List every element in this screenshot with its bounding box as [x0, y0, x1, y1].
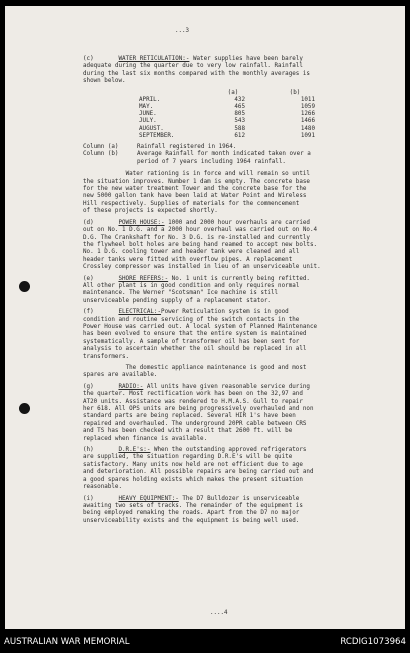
- rain-b-cell: 1091: [300, 132, 315, 139]
- text-line: of these projects is expected shortly.: [83, 208, 218, 215]
- text-line: unserviceable pending supply of a replacement stator.: [83, 297, 271, 304]
- text-line: AT20 units. Assistance was rendered to H.M.A.S. Gull to repair: [83, 398, 303, 405]
- text-line: All other plant is in good condition and only requires normal: [83, 282, 300, 289]
- rainfall-table: [139, 90, 391, 140]
- text-line: and deterioration. All possible repairs are being carried out and: [83, 469, 314, 476]
- text-line: Hill respectively. Supplies of materials for the commencement: [83, 200, 300, 207]
- month-cell: AUGUST.: [139, 125, 164, 132]
- appliance-paragraph: [83, 365, 391, 380]
- section-radio: [83, 384, 391, 443]
- rain-b-cell: 1059: [300, 104, 315, 111]
- section-dre: [83, 447, 391, 491]
- page-number: ...3: [175, 28, 189, 34]
- document-page: [5, 6, 405, 629]
- text-line: standard parts are being replaced. Several HIR 1's have been: [83, 413, 296, 420]
- text-line: the flywheel bolt holes are being hand reamed to accept new bolts.: [83, 241, 318, 248]
- section-heading: D.R.E's:-: [118, 447, 151, 454]
- punch-hole: [19, 403, 30, 414]
- section-water-reticulation: [83, 56, 391, 86]
- rain-a-cell: 543: [234, 118, 245, 125]
- section-heading: HEAVY EQUIPMENT:-: [118, 495, 179, 502]
- section-label: (h): [83, 447, 94, 454]
- rain-a-cell: 465: [234, 104, 245, 111]
- text-line: analysis to ascertain whether the oil should be replaced in all: [83, 346, 307, 353]
- text-line: adequate during the quarter due to very low rainfall. Rainfall: [83, 63, 303, 70]
- month-cell: JULY.: [139, 118, 157, 125]
- text-line: out on No. 1 D.G. and a 2000 hour overhaul was carried out on No.4: [83, 227, 318, 234]
- text-line: Power Reticulation system is in good: [161, 309, 289, 316]
- punch-hole: [19, 281, 30, 292]
- rain-b-cell: 1480: [300, 125, 315, 132]
- text-line: All units have given reasonable service during: [146, 383, 310, 390]
- text-line: awaiting two sets of tracks. The remainder of the equipment is: [83, 502, 303, 509]
- text-line: No. 1 unit is currently being refitted.: [171, 275, 310, 282]
- text-line: a good spares holding exists which makes the present situation: [83, 476, 303, 483]
- section-power-house: [83, 220, 391, 272]
- text-line: are supplied, the situation regarding D.R.E's will be quite: [83, 454, 293, 461]
- rain-a-cell: 805: [234, 111, 245, 118]
- text-line: Water rationing is in force and will remain so until: [125, 171, 310, 178]
- text-line: shown below.: [83, 78, 126, 85]
- text-line: The D7 Bulldozer is unserviceable: [182, 495, 300, 502]
- text-line: Water supplies have been barely: [192, 56, 303, 62]
- rain-a-cell: 432: [234, 96, 245, 103]
- month-cell: MAY.: [139, 104, 154, 111]
- section-label: (e): [83, 275, 94, 282]
- archive-name: AUSTRALIAN WAR MEMORIAL: [4, 637, 130, 647]
- text-line: systematically. A sample of transformer oil has been sent for: [83, 338, 300, 345]
- note-row: [83, 151, 391, 166]
- next-page-marker: ....4: [210, 610, 228, 616]
- rain-a-cell: 612: [234, 132, 245, 139]
- month-cell: SEPTEMBER.: [139, 132, 175, 139]
- section-label: (i): [83, 495, 94, 502]
- section-electrical: [83, 309, 391, 361]
- section-label: (f): [83, 309, 94, 316]
- archive-footer: [0, 633, 410, 653]
- text-line: condition and routine servicing of the switch contacts in the: [83, 316, 300, 323]
- text-line: for the new water treatment Tower and the concrete base for the: [83, 186, 307, 193]
- note-key: Column (a): [83, 144, 119, 151]
- section-heading: WATER RETICULATION:-: [118, 56, 190, 62]
- text-line: new 5000 gallon tank have been laid at Water Point and Wireless: [83, 193, 307, 200]
- rain-b-cell: 1266: [300, 111, 315, 118]
- text-line: replaced when finance is available.: [83, 435, 208, 442]
- text-line: unserviceability exists and the equipment is being well used.: [83, 517, 300, 524]
- text-line: When the outstanding approved refrigerators: [153, 447, 307, 454]
- section-heading: RADIO:-: [118, 383, 144, 390]
- text-line: maintenance. The Werner "Scotsman" Ice machine is still: [83, 290, 279, 297]
- rain-a-cell: 588: [234, 125, 245, 132]
- text-line: 1000 and 2000 hour overhauls are carried: [168, 219, 310, 226]
- note-text: Rainfall registered in 1964.: [137, 144, 237, 151]
- column-header: (b): [289, 89, 301, 96]
- section-label: (c): [83, 56, 94, 62]
- section-heading: ELECTRICAL:-: [118, 309, 162, 316]
- rain-b-cell: 1466: [300, 118, 315, 125]
- text-line: being employed remaking the roads. Apart from the D7 no major: [83, 510, 300, 517]
- text-line: The domestic appliance maintenance is good and most: [125, 365, 307, 372]
- section-heading: POWER HOUSE:-: [118, 219, 165, 226]
- column-notes: [83, 144, 391, 166]
- note-row: [83, 144, 391, 151]
- section-label: (g): [83, 383, 94, 390]
- note-text: period of 7 years including 1964 rainfall.: [137, 158, 286, 165]
- text-line: has been evolved to ensure that the entire system is maintained: [83, 331, 307, 338]
- section-heavy-equipment: [83, 496, 391, 526]
- archive-id: RCDIG1073964: [340, 637, 406, 647]
- text-line: transformers.: [83, 353, 130, 360]
- text-line: D.G. The Crankshaft for No. 3 D.G. is re-installed and currently: [83, 234, 310, 241]
- text-line: repaired and overhauled. The underground 20PR cable between CRS: [83, 420, 307, 427]
- text-line: reasonable.: [83, 484, 123, 491]
- text-line: Power House was carried out. A local system of Planned Maintenance: [83, 323, 318, 330]
- text-line: Crossley compressor was installed in lieu of an unserviceable unit.: [83, 264, 321, 271]
- section-label: (d): [83, 219, 94, 226]
- section-shore-refers: [83, 276, 391, 306]
- month-cell: JUNE.: [139, 111, 157, 118]
- text-line: the quarter. Most rectification work has been on the 32,97 and: [83, 391, 303, 398]
- report-body: [83, 56, 391, 529]
- rain-b-cell: 1011: [300, 96, 315, 103]
- month-cell: APRIL.: [139, 96, 161, 103]
- note-key: Column (b): [83, 151, 119, 158]
- text-line: during the last six months compared with the monthly averages is: [83, 70, 310, 77]
- section-heading: SHORE REFERS:-: [118, 275, 169, 282]
- text-line: her 618. All OPS units are being progressively overhauled and non: [83, 406, 314, 413]
- text-line: satisfactory. Many units now held are not efficient due to age: [83, 461, 303, 468]
- text-line: spares are available.: [83, 372, 158, 379]
- text-line: and TS has been checked with a result that 2600 ft. will be: [83, 428, 293, 435]
- column-header: (a): [227, 89, 239, 96]
- text-line: No. 1 D.G. cooling tower and header tank were cleaned and all: [83, 249, 300, 256]
- water-rationing-paragraph: [83, 171, 391, 215]
- note-text: Average Rainfall for month indicated taken over a: [137, 151, 311, 158]
- text-line: the situation improves. Number 1 dam is empty. The concrete base: [83, 178, 310, 185]
- text-line: header tanks were fitted with overflow pipes. A replacement: [83, 256, 293, 263]
